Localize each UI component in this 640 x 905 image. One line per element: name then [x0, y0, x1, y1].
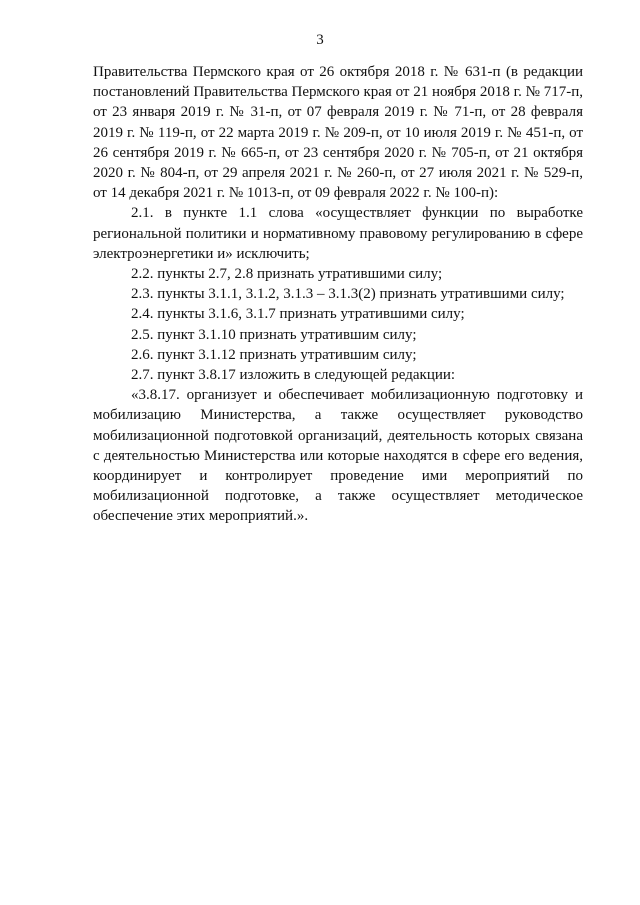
paragraph-item-2-4: 2.4. пункты 3.1.6, 3.1.7 признать утратившими силу;: [131, 306, 465, 323]
paragraph-item-2-3: 2.3. пункты 3.1.1, 3.1.2, 3.1.3 – 3.1.3(2) признать утратившими силу;: [131, 286, 565, 303]
page-number: 3: [316, 32, 324, 48]
paragraph-quoted-clause: «3.8.17. организует и обеспечивает мобилизационную подготовку и мобилизацию Министерства, а также осуществляет руководство мобилизационной подготовкой организаций, деятельность которых связана с деятельностью Министерства или которые находятся в сфере его ведения, координирует и контролирует проведение ими мероприятий по мобилизационной подготовке, а также осуществляет методическое обеспечение этих мероприятий.».: [93, 387, 583, 525]
paragraph-continuation: Правительства Пермского края от 26 октября 2018 г. № 631-п (в редакции постановлений Правительства Пермского края от 21 ноября 2018 г. № 717-п, от 23 января 2019 г. № 31-п, от 07 февраля 2019 г. № 71-п, от 28 февраля 2019 г. № 119-п, от 22 марта 2019 г. № 209-п, от 10 июля 2019 г. № 451-п, от 26 сентября 2019 г. № 665-п, от 23 сентября 2020 г. № 705-п, от 21 октября 2020 г. № 804-п, от 29 апреля 2021 г. № 260-п, от 27 июля 2021 г. № 529-п, от 14 декабря 2021 г. № 1013-п, от 09 февраля 2022 г. № 100-п):: [93, 64, 583, 202]
paragraph-item-2-2: 2.2. пункты 2.7, 2.8 признать утратившими силу;: [131, 266, 443, 283]
paragraph-item-2-5: 2.5. пункт 3.1.10 признать утратившим силу;: [131, 326, 417, 343]
paragraph-item-2-6: 2.6. пункт 3.1.12 признать утратившим силу;: [131, 346, 417, 363]
paragraph-item-2-7: 2.7. пункт 3.8.17 изложить в следующей редакции:: [131, 367, 456, 384]
paragraph-item-2-1: 2.1. в пункте 1.1 слова «осуществляет функции по выработке региональной политики и нормативному правовому регулированию в сфере электроэнергетики и» исключить;: [93, 205, 583, 262]
document-body: [93, 62, 583, 527]
